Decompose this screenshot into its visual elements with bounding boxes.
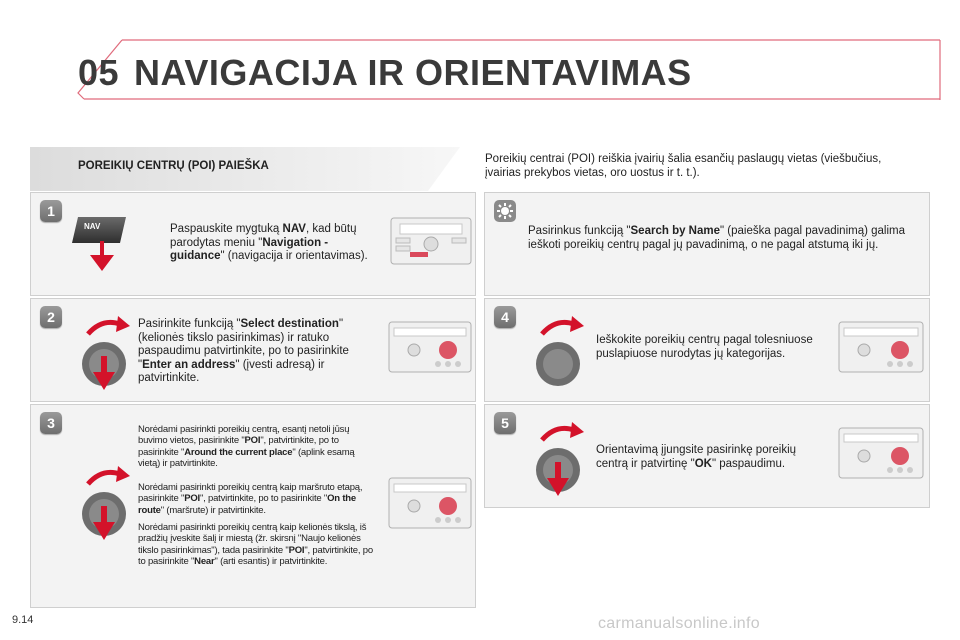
nav-button-label: NAV	[84, 222, 101, 231]
chapter-number: 05	[78, 52, 120, 93]
control-knob-icon	[74, 462, 136, 544]
step-4-number: 4	[494, 306, 516, 328]
tip-text: Pasirinkus funkciją "Search by Name" (paieška pagal pavadinimą) galima ieškoti poreikių centrų pagal jų pavadinimą, o ne pagal atstumą iki jų.	[528, 225, 906, 251]
control-knob-icon	[528, 418, 590, 500]
radio-unit-icon	[388, 318, 472, 376]
radio-unit-icon	[390, 212, 472, 270]
step-4-text: Ieškokite poreikių centrų pagal tolesniuose puslapiuose nurodytas jų kategorijas.	[596, 334, 813, 360]
radio-unit-icon	[388, 474, 472, 532]
radio-unit-icon	[838, 318, 924, 376]
step-3-text-3: Norėdami pasirinkti poreikių centrą kaip kelionės tikslą, iš pradžių įveskite šalį ir miestą (žr. skirsnį "Naujo kelionės tikslo pasirinkimas"), tada pasirinkite "POI", patvirtinkite, po to pasirinkite "Near" (arti esantis) ir patvirtinkite.	[138, 522, 373, 568]
intro-text: Poreikių centrai (POI) reiškia įvairių šalia esančių paslaugų vietas (viešbučius, įvairias prekybos vietas, oro uostus ir t. t.).	[485, 153, 882, 179]
step-3-text-1: Norėdami pasirinkti poreikių centrą, esantį netoli jūsų buvimo vietos, pasirinkite "POI", patvirtinkite, po to pasirinkite "Around the current place" (aplink esamą vietą) ir patvirtinkite.	[138, 424, 355, 470]
gear-icon	[494, 200, 516, 222]
control-knob-icon	[528, 312, 590, 394]
step-1-text: Paspauskite mygtuką NAV, kad būtų parodytas meniu "Navigation - guidance" (navigacija ir orientavimas).	[170, 223, 368, 262]
watermark: carmanualsonline.info	[598, 615, 760, 632]
step-1-number: 1	[40, 200, 62, 222]
page-number: 9.14	[12, 614, 34, 626]
page-title: NAVIGACIJA IR ORIENTAVIMAS	[134, 52, 692, 93]
step-2-number: 2	[40, 306, 62, 328]
step-3-text-2: Norėdami pasirinkti poreikių centrą kaip maršruto etapą, pasirinkite "POI", patvirtinkite, po to pasirinkite "On the route" (maršrute) ir patvirtinkite.	[138, 482, 363, 516]
step-5-number: 5	[494, 412, 516, 434]
radio-unit-icon	[838, 424, 924, 482]
step-5-text: Orientavimą įjungsite pasirinkę poreikių centrą ir patvirtinę "OK" paspaudimu.	[596, 444, 797, 470]
section-title: POREIKIŲ CENTRŲ (POI) PAIEŠKA	[78, 160, 269, 172]
nav-button-icon	[72, 213, 132, 273]
step-2-text: Pasirinkite funkciją "Select destination" (kelionės tikslo pasirinkimas) ir ratuko paspaudimu patvirtinkite, po to pasirinkite "Enter an address" (įvesti adresą) ir patvirtinkite.	[138, 318, 349, 384]
control-knob-icon	[74, 312, 136, 394]
step-3-number: 3	[40, 412, 62, 434]
